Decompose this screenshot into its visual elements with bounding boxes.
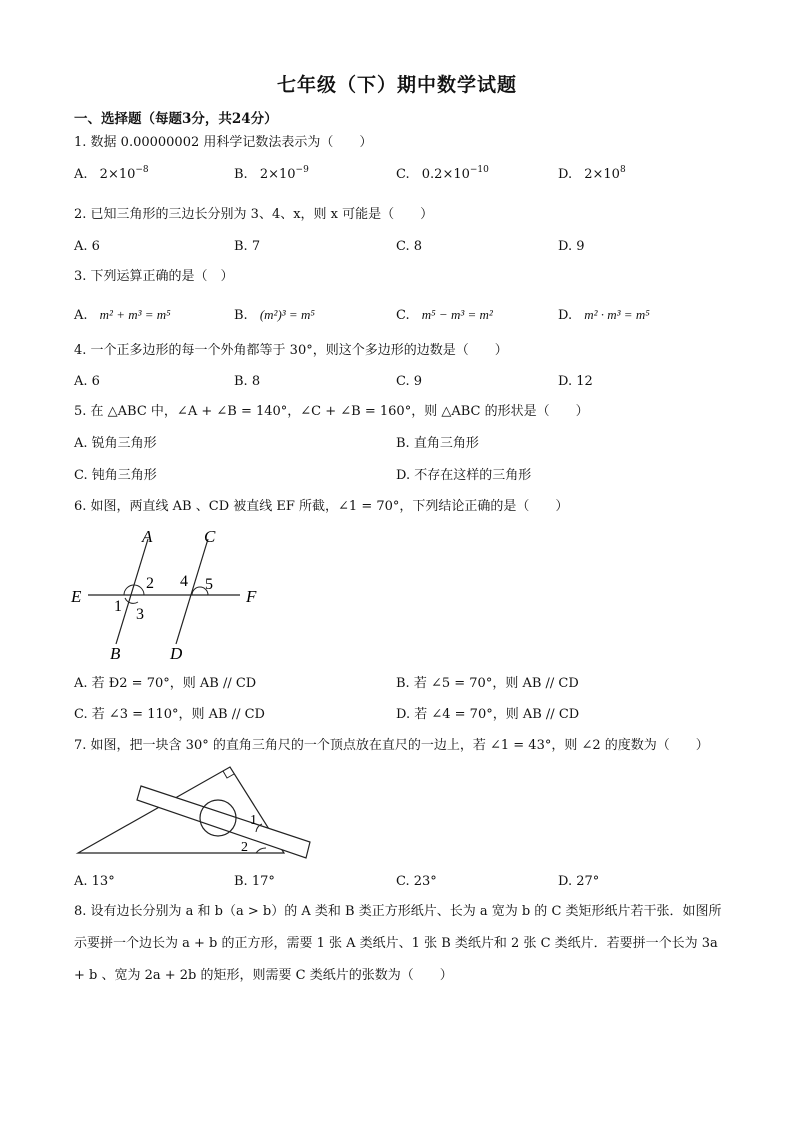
option-value: 2×10 [259, 167, 296, 182]
question-1-option-c[interactable] [396, 166, 489, 184]
label-e: E [71, 587, 82, 606]
question-8-text: 8. 设有边长分别为 a 和 b（a > b）的 A 类和 B 类正方形纸片、长为 a 宽为 b 的 C 类矩形纸片若干张．如图所示要拼一个边长为 a + b 的正方形，需要 1 张 A 类纸片、1 张 B 类纸片和 2 张 C 类纸片．若要拼一个长为 3a + b 、宽为 2a + 2b 的矩形，则需要 C 类纸片的张数为（ ） [74, 904, 722, 983]
angle-1-arc [125, 598, 138, 603]
question-6-option-d[interactable]: D. 若 ∠4 = 70°，则 AB // CD [396, 707, 580, 722]
label-1: 1 [114, 598, 122, 615]
question-2-option-a[interactable]: A. 6 [74, 239, 100, 254]
label-a: A [142, 527, 153, 546]
question-7-option-a[interactable]: A. 13° [74, 874, 115, 889]
option-letter: B. [234, 308, 248, 323]
label-d: D [170, 644, 183, 663]
question-2-stem: 2. 已知三角形的三边长分别为 3、4、x，则 x 可能是（ ） [74, 207, 434, 222]
question-1-option-a[interactable] [74, 166, 149, 184]
option-expression: m² + m³ = m⁵ [99, 307, 171, 322]
option-letter: D. [558, 308, 573, 323]
label-4: 4 [180, 573, 188, 590]
question-7-stem: 7. 如图，把一块含 30° 的直角三角尺的一个顶点放在直尺的一边上，若 ∠1 = 43°，则 ∠2 的度数为（ ） [74, 738, 709, 753]
question-3-option-a[interactable] [74, 306, 171, 325]
option-value: 2×10 [99, 167, 136, 182]
option-expression: m² · m³ = m⁵ [584, 307, 650, 322]
question-4-stem: 4. 一个正多边形的每一个外角都等于 30°，则这个多边形的边数是（ ） [74, 343, 508, 358]
section-heading: 一、选择题（每题3分，共24分） [74, 111, 278, 127]
question-5-stem: 5. 在 △ABC 中，∠A + ∠B = 140°，∠C + ∠B = 160°，则 △ABC 的形状是（ ） [74, 404, 589, 419]
label-5: 5 [205, 576, 213, 593]
option-expression: (m²)³ = m⁵ [259, 307, 315, 322]
option-value: 0.2×10 [421, 167, 470, 182]
line-cd [176, 539, 208, 644]
question-3-option-d[interactable] [558, 306, 650, 325]
option-letter: C. [396, 308, 410, 323]
question-6-stem: 6. 如图，两直线 AB 、CD 被直线 EF 所截，∠1 = 70°，下列结论正确的是（ ） [74, 499, 569, 514]
option-letter: C. [396, 167, 410, 182]
option-exponent: −9 [295, 165, 309, 175]
question-2-option-b[interactable]: B. 7 [234, 239, 261, 254]
page-title: 七年级（下）期中数学试题 [276, 74, 517, 96]
question-5-option-c[interactable]: C. 钝角三角形 [74, 468, 157, 483]
transversal-figure [66, 522, 266, 664]
question-1-option-b[interactable] [234, 166, 309, 184]
angle-2-arc [256, 848, 266, 853]
question-4-option-a[interactable]: A. 6 [74, 374, 100, 389]
question-2-option-c[interactable]: C. 8 [396, 239, 423, 254]
question-6-option-c[interactable]: C. 若 ∠3 = 110°，则 AB // CD [74, 707, 265, 722]
label-2: 2 [146, 575, 154, 592]
triangle-ruler-figure [70, 762, 320, 866]
question-7-option-c[interactable]: C. 23° [396, 874, 437, 889]
question-2-option-d[interactable]: D. 9 [558, 239, 585, 254]
question-3-option-c[interactable] [396, 306, 493, 325]
option-letter: A. [74, 167, 88, 182]
question-1-option-d[interactable] [558, 166, 626, 184]
question-5-option-a[interactable]: A. 锐角三角形 [74, 436, 157, 451]
question-3-option-b[interactable] [234, 306, 315, 325]
question-4-option-d[interactable]: D. 12 [558, 374, 593, 389]
question-6-option-a[interactable]: A. 若 Ð2 = 70°，则 AB // CD [74, 676, 257, 691]
question-6-option-b[interactable]: B. 若 ∠5 = 70°，则 AB // CD [396, 676, 579, 691]
question-5-option-d[interactable]: D. 不存在这样的三角形 [396, 468, 532, 483]
label-2: 2 [241, 840, 248, 855]
option-exponent: −10 [469, 165, 489, 175]
question-4-option-b[interactable]: B. 8 [234, 374, 261, 389]
question-7-option-d[interactable]: D. 27° [558, 874, 600, 889]
option-exponent: −8 [135, 165, 149, 175]
right-angle-mark [223, 771, 234, 778]
label-b: B [110, 644, 121, 663]
label-f: F [246, 587, 257, 606]
option-letter: A. [74, 308, 88, 323]
option-exponent: 8 [619, 165, 626, 175]
option-expression: m⁵ − m³ = m² [421, 307, 493, 322]
label-c: C [204, 527, 216, 546]
question-3-stem: 3. 下列运算正确的是（ ） [74, 269, 234, 284]
option-letter: D. [558, 167, 573, 182]
option-value: 2×10 [584, 167, 620, 182]
label-1: 1 [250, 813, 257, 828]
option-letter: B. [234, 167, 248, 182]
question-5-option-b[interactable]: B. 直角三角形 [396, 436, 479, 451]
question-7-option-b[interactable]: B. 17° [234, 874, 275, 889]
label-3: 3 [136, 606, 144, 623]
question-4-option-c[interactable]: C. 9 [396, 374, 423, 389]
straight-ruler [137, 786, 310, 858]
question-1-stem: 1. 数据 0.00000002 用科学记数法表示为（ ） [74, 135, 373, 150]
